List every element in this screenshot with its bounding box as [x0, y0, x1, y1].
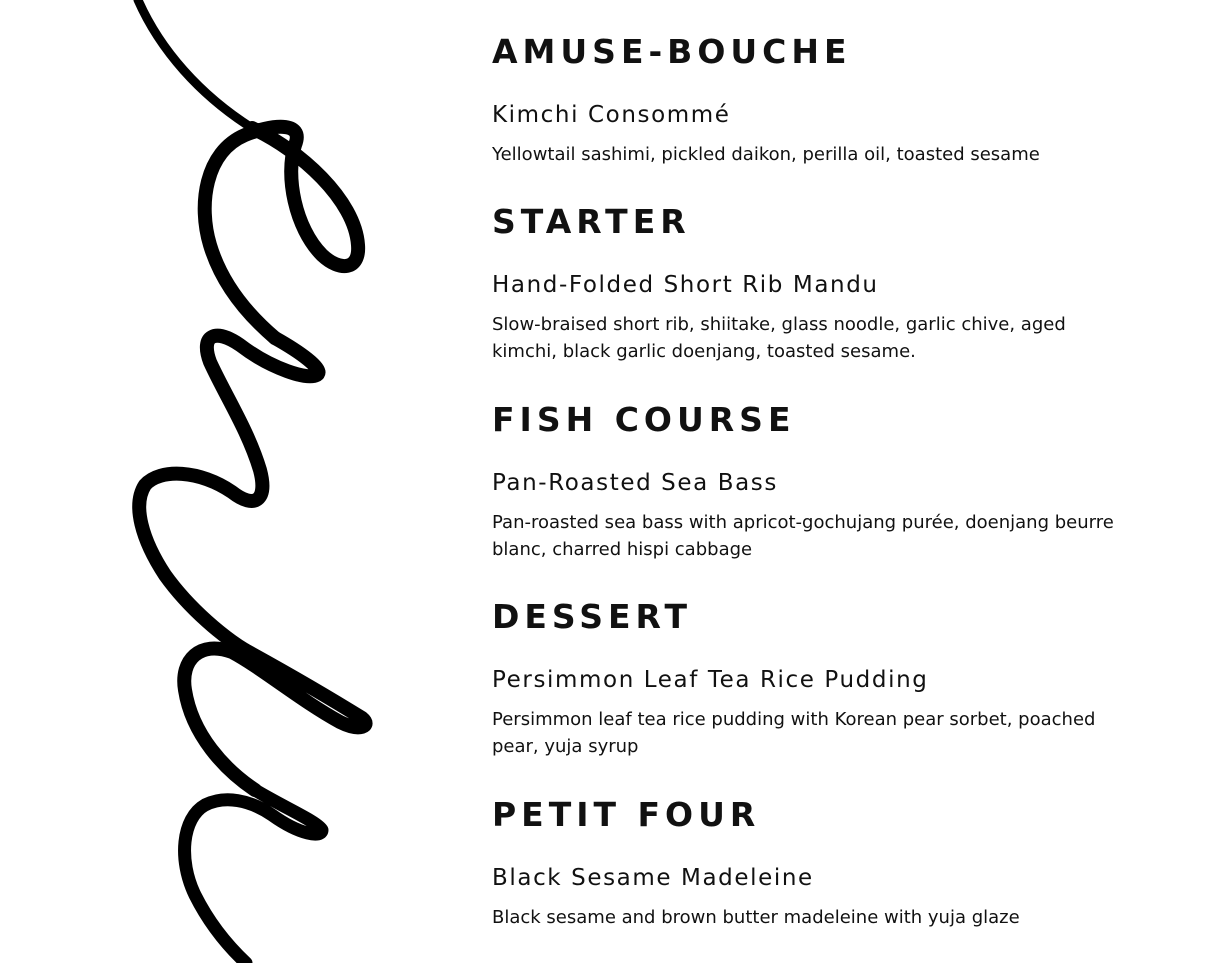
dish-name: Pan-Roasted Sea Bass — [492, 470, 778, 496]
menu-list — [492, 0, 1172, 963]
handwritten-menu-script-icon — [0, 0, 460, 963]
dish-name: Persimmon Leaf Tea Rice Pudding — [492, 667, 929, 693]
dish-description: Slow-braised short rib, shiitake, glass noodle, garlic chive, aged kimchi, black garlic doenjang, toasted sesame. — [492, 314, 1066, 362]
dish-description: Yellowtail sashimi, pickled daikon, perilla oil, toasted sesame — [492, 144, 1040, 165]
dish-description: Persimmon leaf tea rice pudding with Korean pear sorbet, poached pear, yuja syrup — [492, 709, 1096, 757]
dish-name: Kimchi Consommé — [492, 102, 731, 128]
course-title: PETIT FOUR — [492, 795, 761, 834]
course-title: AMUSE-BOUCHE — [492, 32, 852, 71]
course-title: STARTER — [492, 202, 691, 241]
course-title: FISH COURSE — [492, 400, 796, 439]
dish-description: Pan-roasted sea bass with apricot-gochujang purée, doenjang beurre blanc, charred hispi cabbage — [492, 512, 1114, 560]
dish-description: Black sesame and brown butter madeleine with yuja glaze — [492, 907, 1020, 928]
dish-name: Hand-Folded Short Rib Mandu — [492, 272, 879, 298]
dish-name: Black Sesame Madeleine — [492, 865, 814, 891]
course-title: DESSERT — [492, 597, 692, 636]
